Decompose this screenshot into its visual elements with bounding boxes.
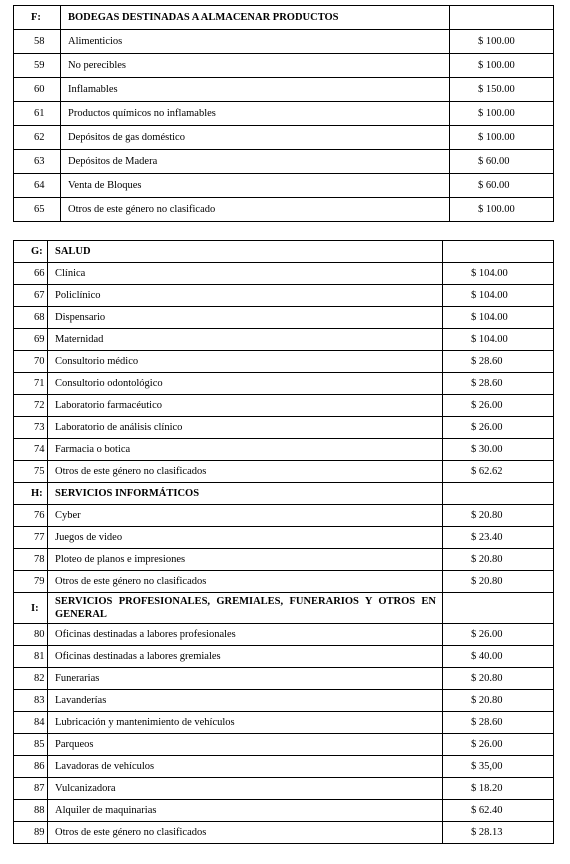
table-row — [14, 571, 554, 593]
table-row — [14, 527, 554, 549]
item-code: 76 — [14, 505, 48, 527]
item-price: $ 30.00 — [443, 439, 554, 461]
item-description: Alimenticios — [61, 30, 450, 54]
table-row — [14, 800, 554, 822]
item-code: 83 — [14, 690, 48, 712]
item-price: $ 104.00 — [443, 285, 554, 307]
table-row — [14, 307, 554, 329]
item-description: Funerarias — [48, 668, 443, 690]
section-blank-cell — [443, 593, 554, 624]
item-price: $ 150.00 — [450, 78, 554, 102]
item-price: $ 28.60 — [443, 373, 554, 395]
item-description: Productos químicos no inflamables — [61, 102, 450, 126]
item-code: 79 — [14, 571, 48, 593]
table-row — [14, 102, 554, 126]
item-description: Depósitos de Madera — [61, 150, 450, 174]
item-code: 64 — [14, 174, 61, 198]
item-description: Clínica — [48, 263, 443, 285]
table-row — [14, 174, 554, 198]
item-price: $ 100.00 — [450, 198, 554, 222]
item-description: Oficinas destinadas a labores profesionales — [48, 624, 443, 646]
table-row — [14, 373, 554, 395]
table-row — [14, 778, 554, 800]
item-code: 65 — [14, 198, 61, 222]
item-price: $ 28.60 — [443, 351, 554, 373]
item-description: Vulcanizadora — [48, 778, 443, 800]
item-price: $ 60.00 — [450, 174, 554, 198]
table-row — [14, 712, 554, 734]
item-price: $ 26.00 — [443, 395, 554, 417]
item-price: $ 20.80 — [443, 668, 554, 690]
item-price: $ 23.40 — [443, 527, 554, 549]
table-row — [14, 756, 554, 778]
item-description: Lavanderías — [48, 690, 443, 712]
item-price: $ 26.00 — [443, 417, 554, 439]
section-header-row — [14, 593, 554, 624]
item-description: Cyber — [48, 505, 443, 527]
table-row — [14, 505, 554, 527]
item-description: Oficinas destinadas a labores gremiales — [48, 646, 443, 668]
section-blank-cell — [443, 241, 554, 263]
section-blank-cell — [450, 6, 554, 30]
table-row — [14, 668, 554, 690]
item-description: Depósitos de gas doméstico — [61, 126, 450, 150]
item-description: Consultorio médico — [48, 351, 443, 373]
item-code: 77 — [14, 527, 48, 549]
item-description: Laboratorio de análisis clínico — [48, 417, 443, 439]
table-row — [14, 198, 554, 222]
item-price: $ 62.62 — [443, 461, 554, 483]
item-code: 68 — [14, 307, 48, 329]
item-code: 67 — [14, 285, 48, 307]
item-code: 70 — [14, 351, 48, 373]
item-code: 86 — [14, 756, 48, 778]
section-blank-cell — [443, 483, 554, 505]
table-row — [14, 690, 554, 712]
section-code: F: — [14, 6, 61, 30]
item-price: $ 35,00 — [443, 756, 554, 778]
item-description: Venta de Bloques — [61, 174, 450, 198]
item-code: 73 — [14, 417, 48, 439]
table-row — [14, 549, 554, 571]
item-code: 61 — [14, 102, 61, 126]
table-row — [14, 822, 554, 844]
item-code: 81 — [14, 646, 48, 668]
item-code: 75 — [14, 461, 48, 483]
item-code: 62 — [14, 126, 61, 150]
item-price: $ 104.00 — [443, 263, 554, 285]
item-price: $ 20.80 — [443, 549, 554, 571]
item-price: $ 60.00 — [450, 150, 554, 174]
item-description: Parqueos — [48, 734, 443, 756]
item-description: Otros de este género no clasificados — [48, 822, 443, 844]
table-row — [14, 263, 554, 285]
table-row — [14, 126, 554, 150]
section-code: H: — [14, 483, 48, 505]
table-row — [14, 351, 554, 373]
item-price: $ 20.80 — [443, 690, 554, 712]
item-price: $ 100.00 — [450, 30, 554, 54]
item-price: $ 20.80 — [443, 505, 554, 527]
item-description: Laboratorio farmacéutico — [48, 395, 443, 417]
section-header-row — [14, 6, 554, 30]
table-row — [14, 624, 554, 646]
item-price: $ 100.00 — [450, 126, 554, 150]
item-description: Farmacia o botica — [48, 439, 443, 461]
item-code: 88 — [14, 800, 48, 822]
item-description: Maternidad — [48, 329, 443, 351]
section-header-row — [14, 483, 554, 505]
table-row — [14, 417, 554, 439]
item-price: $ 100.00 — [450, 54, 554, 78]
table-row — [14, 395, 554, 417]
item-description: No perecibles — [61, 54, 450, 78]
item-price: $ 104.00 — [443, 329, 554, 351]
item-description: Alquiler de maquinarias — [48, 800, 443, 822]
item-description: Otros de este género no clasificados — [48, 571, 443, 593]
item-code: 66 — [14, 263, 48, 285]
item-price: $ 62.40 — [443, 800, 554, 822]
item-description: Juegos de video — [48, 527, 443, 549]
item-price: $ 40.00 — [443, 646, 554, 668]
item-price: $ 26.00 — [443, 734, 554, 756]
section-title: BODEGAS DESTINADAS A ALMACENAR PRODUCTOS — [61, 6, 450, 30]
item-code: 71 — [14, 373, 48, 395]
item-code: 63 — [14, 150, 61, 174]
table-row — [14, 150, 554, 174]
item-code: 89 — [14, 822, 48, 844]
item-code: 85 — [14, 734, 48, 756]
section-code: G: — [14, 241, 48, 263]
item-code: 87 — [14, 778, 48, 800]
item-description: Otros de este género no clasificado — [61, 198, 450, 222]
item-code: 59 — [14, 54, 61, 78]
item-description: Otros de este género no clasificados — [48, 461, 443, 483]
table-row — [14, 30, 554, 54]
item-price: $ 28.60 — [443, 712, 554, 734]
item-description: Dispensario — [48, 307, 443, 329]
item-description: Lavadoras de vehículos — [48, 756, 443, 778]
item-price: $ 100.00 — [450, 102, 554, 126]
item-price: $ 28.13 — [443, 822, 554, 844]
item-code: 60 — [14, 78, 61, 102]
services-table — [13, 240, 554, 844]
item-code: 74 — [14, 439, 48, 461]
item-code: 82 — [14, 668, 48, 690]
item-price: $ 18.20 — [443, 778, 554, 800]
item-code: 58 — [14, 30, 61, 54]
item-price: $ 20.80 — [443, 571, 554, 593]
item-description: Consultorio odontológico — [48, 373, 443, 395]
table-row — [14, 285, 554, 307]
table-row — [14, 329, 554, 351]
item-description: Ploteo de planos e impresiones — [48, 549, 443, 571]
table-row — [14, 439, 554, 461]
item-code: 69 — [14, 329, 48, 351]
item-price: $ 26.00 — [443, 624, 554, 646]
item-description: Policlínico — [48, 285, 443, 307]
bodegas-table — [13, 5, 554, 222]
section-title: SALUD — [48, 241, 443, 263]
section-code: I: — [14, 593, 48, 624]
item-description: Lubricación y mantenimiento de vehículos — [48, 712, 443, 734]
item-code: 78 — [14, 549, 48, 571]
table-row — [14, 461, 554, 483]
section-title: SERVICIOS INFORMÁTICOS — [48, 483, 443, 505]
table-row — [14, 734, 554, 756]
item-description: Inflamables — [61, 78, 450, 102]
section-header-row — [14, 241, 554, 263]
section-title: SERVICIOS PROFESIONALES, GREMIALES, FUNERARIOS Y OTROS EN GENERAL — [48, 593, 443, 624]
item-code: 84 — [14, 712, 48, 734]
table-row — [14, 646, 554, 668]
item-price: $ 104.00 — [443, 307, 554, 329]
item-code: 80 — [14, 624, 48, 646]
table-row — [14, 78, 554, 102]
table-row — [14, 54, 554, 78]
item-code: 72 — [14, 395, 48, 417]
